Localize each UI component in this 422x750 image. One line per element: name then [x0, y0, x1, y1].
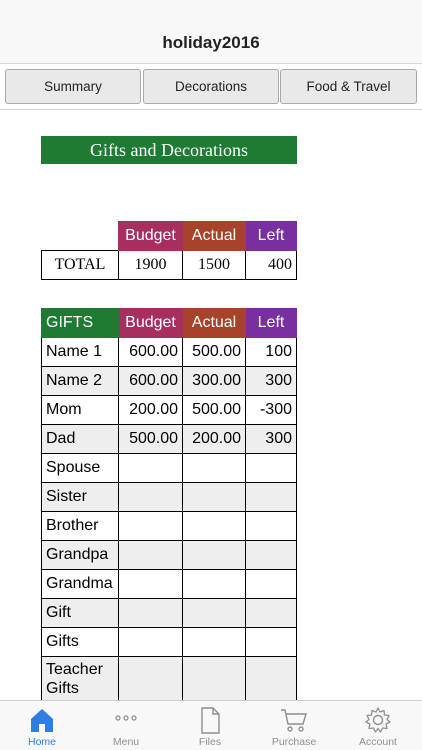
- gifts-header: GIFTS: [42, 309, 119, 338]
- gift-budget-cell[interactable]: [119, 512, 183, 541]
- tab-food-travel[interactable]: Food & Travel: [280, 69, 417, 104]
- cart-icon: [280, 706, 308, 734]
- gift-budget-cell[interactable]: [119, 541, 183, 570]
- gift-actual-cell[interactable]: [183, 454, 246, 483]
- total-actual[interactable]: 1500: [183, 251, 246, 280]
- gear-icon: [364, 706, 392, 734]
- tab-label: Home: [27, 736, 56, 748]
- gift-actual-cell[interactable]: [183, 628, 246, 657]
- summary-table: [41, 221, 297, 280]
- gift-name-cell[interactable]: Grandpa: [42, 541, 119, 570]
- tab-label: Account: [359, 736, 397, 748]
- total-budget[interactable]: 1900: [119, 251, 183, 280]
- table-row: [42, 483, 297, 512]
- budget-header: Budget: [119, 309, 183, 338]
- table-row: [42, 425, 297, 454]
- document-title: holiday2016: [162, 33, 260, 52]
- budget-header: Budget: [119, 222, 183, 251]
- gift-actual-cell[interactable]: 500.00: [183, 338, 246, 367]
- navigation-bar: [0, 0, 422, 64]
- table-row: [42, 541, 297, 570]
- actual-header: Actual: [183, 309, 246, 338]
- gift-left-cell[interactable]: 300: [246, 425, 297, 454]
- gift-budget-cell[interactable]: [119, 483, 183, 512]
- tab-purchase[interactable]: [252, 701, 336, 750]
- gift-left-cell[interactable]: [246, 570, 297, 599]
- gift-budget-cell[interactable]: 600.00: [119, 367, 183, 396]
- tab-label: Menu: [112, 736, 140, 748]
- left-header: Left: [246, 222, 297, 251]
- gift-left-cell[interactable]: [246, 599, 297, 628]
- home-icon: [28, 706, 56, 734]
- gift-name-cell[interactable]: Gifts: [42, 628, 119, 657]
- gift-left-cell[interactable]: [246, 657, 297, 701]
- gift-left-cell[interactable]: -300: [246, 396, 297, 425]
- gift-actual-cell[interactable]: [183, 541, 246, 570]
- tab-summary[interactable]: Summary: [5, 69, 141, 104]
- gift-left-cell[interactable]: [246, 541, 297, 570]
- gift-left-cell[interactable]: 100: [246, 338, 297, 367]
- table-row: [42, 367, 297, 396]
- gift-name-cell[interactable]: Gift: [42, 599, 119, 628]
- gift-left-cell[interactable]: [246, 512, 297, 541]
- gift-name-cell[interactable]: Sister: [42, 483, 119, 512]
- table-row: [42, 570, 297, 599]
- spreadsheet[interactable]: [0, 111, 422, 700]
- gift-name-cell[interactable]: Name 1: [42, 338, 119, 367]
- gift-budget-cell[interactable]: 500.00: [119, 425, 183, 454]
- gift-actual-cell[interactable]: 500.00: [183, 396, 246, 425]
- table-row: [42, 512, 297, 541]
- table-row: [42, 454, 297, 483]
- gift-budget-cell[interactable]: 200.00: [119, 396, 183, 425]
- tab-decorations[interactable]: Decorations: [143, 69, 279, 104]
- gift-actual-cell[interactable]: [183, 599, 246, 628]
- left-header: Left: [246, 309, 297, 338]
- gift-budget-cell[interactable]: 600.00: [119, 338, 183, 367]
- gift-budget-cell[interactable]: [119, 454, 183, 483]
- tab-label: Purchase: [271, 736, 317, 748]
- gift-actual-cell[interactable]: 300.00: [183, 367, 246, 396]
- actual-header: Actual: [183, 222, 246, 251]
- document-icon: [196, 706, 224, 734]
- gift-actual-cell[interactable]: [183, 657, 246, 701]
- gift-name-cell[interactable]: Dad: [42, 425, 119, 454]
- tab-account[interactable]: [336, 701, 420, 750]
- gift-budget-cell[interactable]: [119, 657, 183, 701]
- total-left[interactable]: 400: [246, 251, 297, 280]
- gift-name-cell[interactable]: Name 2: [42, 367, 119, 396]
- bottom-tab-bar: [0, 700, 422, 750]
- gift-left-cell[interactable]: [246, 454, 297, 483]
- gifts-table: [41, 308, 297, 700]
- gift-name-cell[interactable]: Mom: [42, 396, 119, 425]
- gift-name-cell[interactable]: Spouse: [42, 454, 119, 483]
- table-row: [42, 657, 297, 701]
- gift-budget-cell[interactable]: [119, 628, 183, 657]
- table-row: [42, 628, 297, 657]
- gift-left-cell[interactable]: [246, 628, 297, 657]
- gift-name-cell[interactable]: Grandma: [42, 570, 119, 599]
- gift-budget-cell[interactable]: [119, 599, 183, 628]
- empty-cell: [42, 222, 119, 251]
- section-title: Gifts and Decorations: [41, 136, 297, 164]
- gift-actual-cell[interactable]: [183, 570, 246, 599]
- tab-label: Files: [198, 736, 222, 748]
- gift-actual-cell[interactable]: 200.00: [183, 425, 246, 454]
- gift-actual-cell[interactable]: [183, 512, 246, 541]
- gift-left-cell[interactable]: 300: [246, 367, 297, 396]
- gift-left-cell[interactable]: [246, 483, 297, 512]
- gift-name-cell[interactable]: Brother: [42, 512, 119, 541]
- table-row: [42, 338, 297, 367]
- gift-actual-cell[interactable]: [183, 483, 246, 512]
- total-label[interactable]: TOTAL: [42, 251, 119, 280]
- gift-name-cell[interactable]: Teacher Gifts: [42, 657, 119, 701]
- sheet-tabs: [0, 64, 422, 110]
- table-row: [42, 599, 297, 628]
- gift-budget-cell[interactable]: [119, 570, 183, 599]
- table-row: [42, 396, 297, 425]
- more-dots-icon: [112, 706, 140, 734]
- tab-home[interactable]: [0, 701, 84, 750]
- tab-files[interactable]: [168, 701, 252, 750]
- tab-menu[interactable]: [84, 701, 168, 750]
